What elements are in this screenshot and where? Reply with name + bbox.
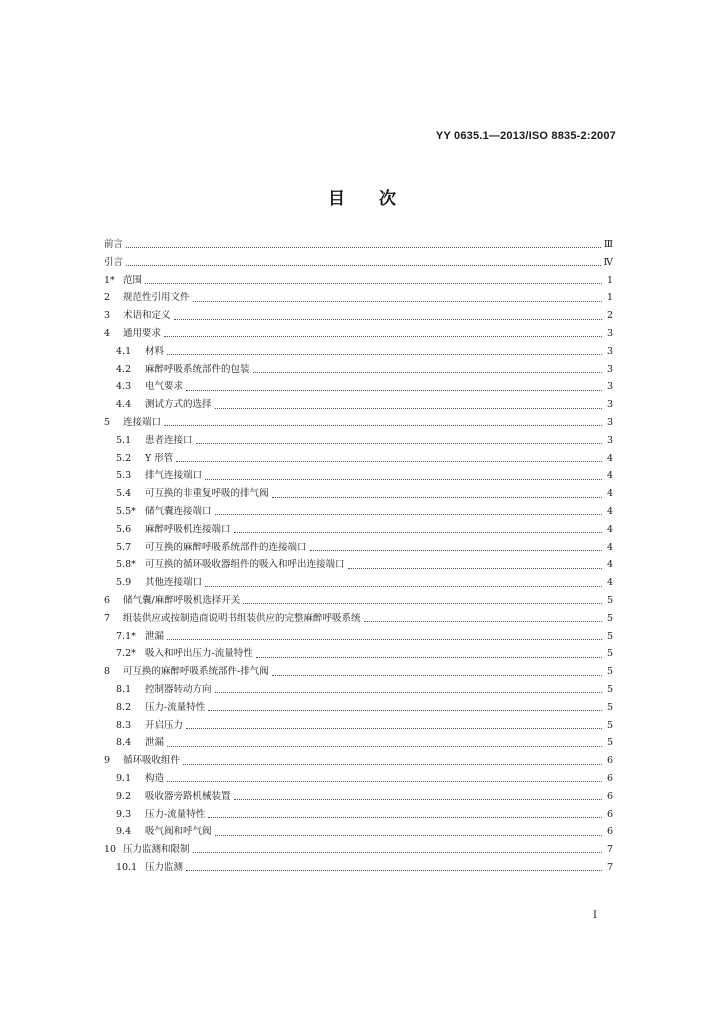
toc-entry[interactable] <box>104 450 613 468</box>
toc-entry-page: 6 <box>606 755 613 767</box>
toc-leader-dots <box>253 372 602 373</box>
toc-entry-number: 8.3 <box>116 719 132 731</box>
toc-entry-page: 7 <box>606 861 613 873</box>
toc-entry-page: 6 <box>606 790 613 802</box>
toc-entry-number: 7 <box>104 612 111 624</box>
toc-entry-label: 麻醉呼吸系统部件的包装 <box>145 363 250 375</box>
toc-entry[interactable] <box>104 467 613 485</box>
toc-entry-page: 3 <box>606 363 613 375</box>
toc-entry[interactable] <box>104 325 613 343</box>
toc-entry-page: 4 <box>606 523 613 535</box>
toc-entry-number: 5.8* <box>116 559 136 571</box>
toc-entry-label: 麻醉呼吸机连接端口 <box>145 523 231 535</box>
toc-entry-label: 引言 <box>104 256 124 268</box>
toc-entry-number: 5.7 <box>116 541 132 553</box>
toc-leader-dots <box>215 692 602 693</box>
toc-entry-label: 连接端口 <box>123 416 162 428</box>
toc-entry-label: 压力-流量特性 <box>145 701 206 713</box>
toc-entry[interactable] <box>104 752 613 770</box>
toc-entry[interactable] <box>104 806 613 824</box>
toc-entry-page: 3 <box>606 399 613 411</box>
toc-entry-page: Ⅳ <box>603 256 613 268</box>
toc-leader-dots <box>256 657 602 658</box>
toc-entry-label: 控制器转动方向 <box>145 683 212 695</box>
toc-leader-dots <box>167 746 602 747</box>
toc-entry[interactable] <box>104 254 613 272</box>
page-folio: I <box>593 910 597 921</box>
toc-leader-dots <box>205 479 602 480</box>
toc-entry[interactable] <box>104 289 613 307</box>
toc-leader-dots <box>186 870 602 871</box>
toc-entry-label: 可互换的循环吸收器组件的吸入和呼出连接端口 <box>145 559 345 571</box>
toc-entry-number: 9.1 <box>116 772 132 784</box>
toc-entry[interactable] <box>104 521 613 539</box>
toc-entry-page: 4 <box>606 452 613 464</box>
toc-entry-label: 范围 <box>123 274 143 286</box>
toc-entry-label: Y 形管 <box>145 452 174 464</box>
toc-entry-page: 6 <box>606 772 613 784</box>
toc-entry-page: 4 <box>606 505 613 517</box>
toc-entry[interactable] <box>104 272 613 290</box>
toc-entry-label: 排气连接端口 <box>145 470 203 482</box>
toc-entry-number: 5.3 <box>116 470 132 482</box>
toc-entry-page: 4 <box>606 577 613 589</box>
toc-entry[interactable] <box>104 432 613 450</box>
toc-entry-number: 5.1 <box>116 434 132 446</box>
toc-leader-dots <box>205 586 602 587</box>
toc-entry[interactable] <box>104 307 613 325</box>
toc-entry-page: 4 <box>606 488 613 500</box>
toc-entry-number: 7.1* <box>116 630 136 642</box>
toc-leader-dots <box>174 319 602 320</box>
toc-entry[interactable] <box>104 645 613 663</box>
toc-leader-dots <box>145 283 602 284</box>
toc-entry-number: 8.1 <box>116 683 132 695</box>
toc-entry-label: 泄漏 <box>145 630 165 642</box>
toc-entry[interactable] <box>104 788 613 806</box>
toc-entry-number: 4.2 <box>116 363 132 375</box>
toc-leader-dots <box>243 603 602 604</box>
toc-entry-number: 1* <box>104 274 115 286</box>
toc-entry-page: Ⅲ <box>603 239 613 250</box>
toc-entry-label: 循环吸收组件 <box>123 755 181 767</box>
toc-entry-label: 开启压力 <box>145 719 184 731</box>
toc-entry-number: 10 <box>104 844 117 856</box>
toc-leader-dots <box>215 835 602 836</box>
toc-entry-page: 4 <box>606 470 613 482</box>
toc-leader-dots <box>126 247 601 248</box>
toc-leader-dots <box>183 764 602 765</box>
toc-entry-page: 5 <box>606 594 613 606</box>
toc-leader-dots <box>364 621 602 622</box>
toc-entry-number: 9.2 <box>116 790 132 802</box>
toc-leader-dots <box>348 568 602 569</box>
toc-entry[interactable] <box>104 503 613 521</box>
toc-leader-dots <box>193 301 602 302</box>
toc-entry-page: 3 <box>606 327 613 339</box>
toc-entry-number: 4.4 <box>116 399 132 411</box>
toc-leader-dots <box>193 852 602 853</box>
toc-entry-number: 8 <box>104 666 111 678</box>
toc-entry-number: 8.4 <box>116 737 132 749</box>
toc-entry-page: 6 <box>606 826 613 838</box>
toc-entry-label: 可互换的麻醉呼吸系统部件的连接端口 <box>145 541 307 553</box>
toc-entry-label: 术语和定义 <box>123 310 171 322</box>
toc-entry[interactable] <box>104 841 613 859</box>
toc-entry-number: 5.2 <box>116 452 132 464</box>
toc-entry-number: 9.3 <box>116 808 132 820</box>
toc-entry-label: 压力监测 <box>145 861 184 873</box>
toc-entry-label: 压力监测和限制 <box>123 844 190 856</box>
toc-leader-dots <box>234 799 602 800</box>
toc-entry-label: 组装供应或按制造商说明书组装供应的完整麻醉呼吸系统 <box>123 612 361 624</box>
toc-entry-label: 可互换的麻醉呼吸系统部件-排气阀 <box>123 666 269 678</box>
toc-entry-label: 材料 <box>145 345 165 357</box>
toc-entry[interactable] <box>104 574 613 592</box>
toc-entry-number: 10.1 <box>116 861 138 873</box>
toc-entry[interactable] <box>104 699 613 717</box>
toc-entry[interactable] <box>104 539 613 557</box>
toc-entry-number: 5.5* <box>116 505 136 517</box>
toc-entry-number: 3 <box>104 310 111 322</box>
toc-entry-page: 6 <box>606 808 613 820</box>
toc-entry-label: 其他连接端口 <box>145 577 203 589</box>
toc-entry-label: 吸入和呼出压力-流量特性 <box>145 648 253 660</box>
toc-leader-dots <box>167 781 602 782</box>
toc-entry-page: 5 <box>606 630 613 642</box>
toc-entry-number: 9 <box>104 755 111 767</box>
toc-entry-page: 4 <box>606 541 613 553</box>
toc-entry-label: 可互换的非重复呼吸的排气阀 <box>145 488 269 500</box>
toc-entry-label: 储气囊/麻醉呼吸机选择开关 <box>123 594 241 606</box>
toc-entry-label: 吸气阀和呼气阀 <box>145 826 212 838</box>
toc-leader-dots <box>186 390 602 391</box>
toc-entry[interactable] <box>104 556 613 574</box>
toc-entry-page: 3 <box>606 434 613 446</box>
toc-entry-page: 2 <box>606 310 613 322</box>
toc-entry-number: 5.4 <box>116 488 132 500</box>
toc-leader-dots <box>196 443 602 444</box>
toc-entry-page: 1 <box>606 274 613 286</box>
toc-title <box>0 184 724 209</box>
toc-entry-number: 9.4 <box>116 826 132 838</box>
toc-entry-page: 5 <box>606 683 613 695</box>
toc-leader-dots <box>310 550 602 551</box>
toc-entry[interactable] <box>104 610 613 628</box>
toc-entry-page: 5 <box>606 701 613 713</box>
toc-entry-page: 1 <box>606 292 613 304</box>
toc-entry-page: 3 <box>606 345 613 357</box>
toc-entry[interactable] <box>104 236 613 254</box>
toc-entry-number: 5.9 <box>116 577 132 589</box>
toc-entry[interactable] <box>104 734 613 752</box>
toc-entry[interactable] <box>104 414 613 432</box>
toc-entry-page: 7 <box>606 844 613 856</box>
toc-entry-page: 5 <box>606 666 613 678</box>
toc-entry[interactable] <box>104 770 613 788</box>
toc-entry-number: 6 <box>104 594 111 606</box>
toc-entry[interactable] <box>104 681 613 699</box>
toc-entry-label: 吸收器旁路机械装置 <box>145 790 231 802</box>
toc-entry-label: 储气囊连接端口 <box>145 505 212 517</box>
table-of-contents <box>104 236 613 877</box>
toc-entry-page: 4 <box>606 559 613 571</box>
toc-entry-number: 5.6 <box>116 523 132 535</box>
toc-entry[interactable] <box>104 859 613 877</box>
toc-entry[interactable] <box>104 717 613 735</box>
toc-entry-page: 5 <box>606 737 613 749</box>
toc-entry-label: 压力-流量特性 <box>145 808 206 820</box>
toc-entry-page: 5 <box>606 612 613 624</box>
toc-entry-page: 3 <box>606 381 613 393</box>
toc-entry[interactable] <box>104 361 613 379</box>
toc-entry-number: 2 <box>104 292 111 304</box>
toc-entry-label: 构造 <box>145 772 165 784</box>
toc-entry[interactable] <box>104 628 613 646</box>
toc-leader-dots <box>215 514 602 515</box>
toc-leader-dots <box>208 817 602 818</box>
toc-entry-label: 前言 <box>104 239 124 250</box>
toc-entry[interactable] <box>104 343 613 361</box>
toc-entry-page: 5 <box>606 719 613 731</box>
toc-entry-number: 5 <box>104 416 111 428</box>
toc-entry-label: 规范性引用文件 <box>123 292 190 304</box>
toc-leader-dots <box>167 354 602 355</box>
toc-entry-label: 通用要求 <box>123 327 162 339</box>
toc-entry-number: 7.2* <box>116 648 136 660</box>
toc-title-char-1: 目 <box>328 189 345 209</box>
toc-leader-dots <box>164 425 602 426</box>
toc-leader-dots <box>234 532 602 533</box>
toc-entry-number: 4 <box>104 327 111 339</box>
toc-entry-label: 患者连接口 <box>145 434 193 446</box>
toc-entry-page: 5 <box>606 648 613 660</box>
standard-code: YY 0635.1—2013/ISO 8835-2:2007 <box>435 130 616 142</box>
toc-entry-label: 泄漏 <box>145 737 165 749</box>
toc-entry[interactable] <box>104 485 613 503</box>
toc-entry[interactable] <box>104 592 613 610</box>
toc-entry[interactable] <box>104 823 613 841</box>
toc-entry-page: 3 <box>606 416 613 428</box>
toc-leader-dots <box>208 710 602 711</box>
toc-entry[interactable] <box>104 378 613 396</box>
toc-entry[interactable] <box>104 663 613 681</box>
toc-entry-number: 4.1 <box>116 345 132 357</box>
toc-leader-dots <box>272 675 602 676</box>
toc-leader-dots <box>164 336 602 337</box>
toc-leader-dots <box>272 497 602 498</box>
toc-entry-number: 8.2 <box>116 701 132 713</box>
toc-entry-number: 4.3 <box>116 381 132 393</box>
toc-entry-label: 电气要求 <box>145 381 184 393</box>
toc-leader-dots <box>126 265 600 266</box>
toc-title-char-2: 次 <box>379 189 396 209</box>
toc-leader-dots <box>167 639 602 640</box>
toc-leader-dots <box>215 408 602 409</box>
toc-entry-label: 测试方式的选择 <box>145 399 212 411</box>
toc-entry[interactable] <box>104 396 613 414</box>
toc-leader-dots <box>176 461 602 462</box>
toc-leader-dots <box>186 728 602 729</box>
